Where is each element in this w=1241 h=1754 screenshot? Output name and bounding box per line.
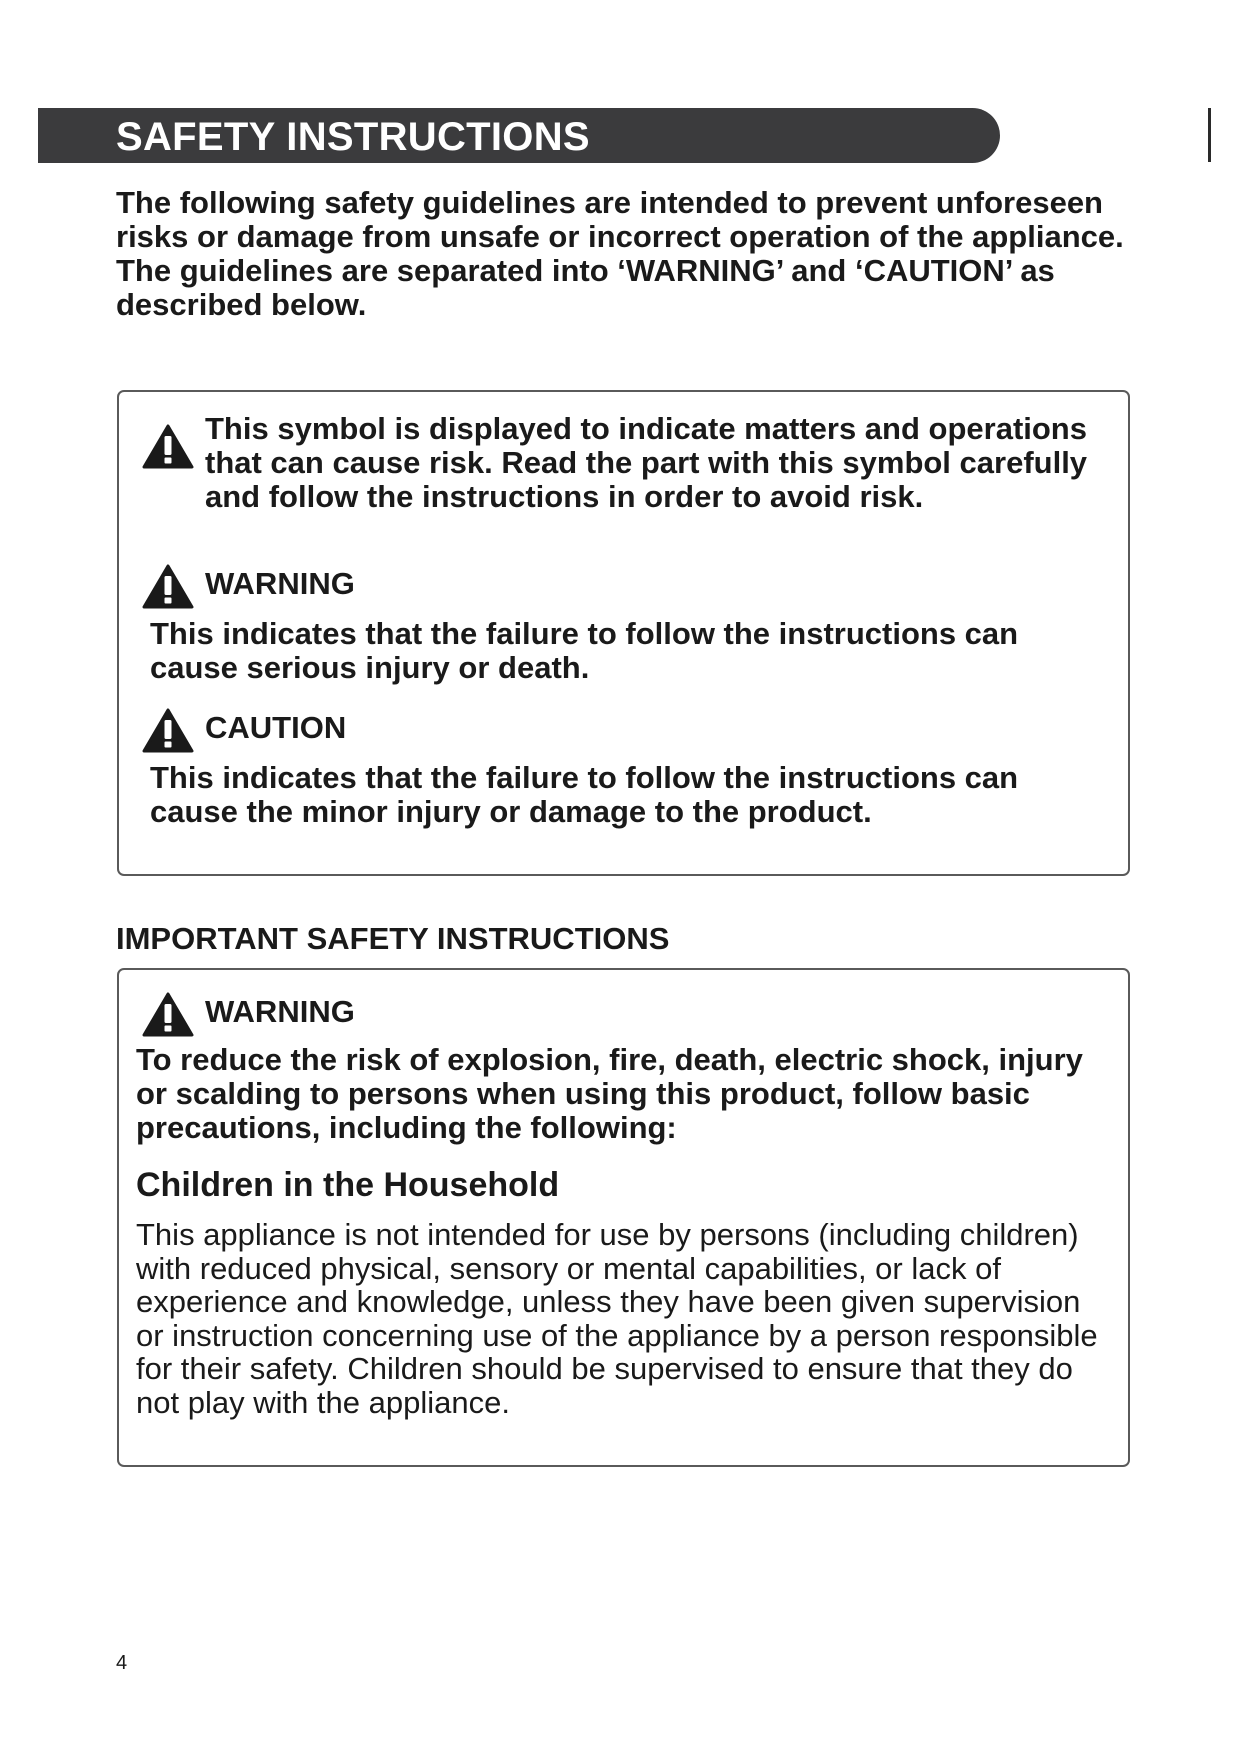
warning-precautions-text: To reduce the risk of explosion, fire, death, electric shock, injury or scalding to persons when using this product, follow basic precautions, including the following: bbox=[136, 1042, 1083, 1145]
page-edge-mark bbox=[1208, 108, 1211, 162]
intro-text bbox=[116, 186, 1126, 322]
intro-paragraph-1: The following safety guidelines are intended to prevent unforeseen risks or damage from unsafe or incorrect operation of the appliance. bbox=[116, 185, 1124, 254]
warning-label: WARNING bbox=[205, 994, 355, 1029]
caution-description: This indicates that the failure to follow the instructions can cause the minor injury or damage to the product. bbox=[150, 760, 1019, 829]
warning-triangle-icon bbox=[142, 424, 194, 470]
intro-paragraph-2: The guidelines are separated into ‘WARNING’ and ‘CAUTION’ as described below. bbox=[116, 253, 1055, 322]
section-title: SAFETY INSTRUCTIONS bbox=[116, 115, 590, 159]
section-header-bar bbox=[38, 108, 1000, 163]
children-household-heading: Children in the Household bbox=[136, 1166, 560, 1204]
warning-triangle-icon bbox=[142, 564, 194, 610]
children-household-body: This appliance is not intended for use by persons (including children) with reduced physical, sensory or mental capabilities, or lack of experience and knowledge, unless they have been given supervision or instruction concerning use of the appliance by a person responsible for their safety. Children should be supervised to ensure that they do not play with the appliance. bbox=[136, 1217, 1098, 1420]
page-number: 4 bbox=[116, 1652, 128, 1674]
important-safety-heading: IMPORTANT SAFETY INSTRUCTIONS bbox=[116, 921, 670, 956]
symbols-explanation-box bbox=[117, 390, 1130, 876]
important-warning-box bbox=[117, 968, 1130, 1467]
warning-triangle-icon bbox=[142, 992, 194, 1038]
warning-description: This indicates that the failure to follow the instructions can cause serious injury or death. bbox=[150, 616, 1019, 685]
caution-label: CAUTION bbox=[205, 710, 347, 745]
symbol-explanation-text: This symbol is displayed to indicate matters and operations that can cause risk. Read the part with this symbol carefully and follow the instructions in order to avoid risk. bbox=[205, 411, 1088, 514]
warning-label: WARNING bbox=[205, 566, 355, 601]
warning-triangle-icon bbox=[142, 708, 194, 754]
